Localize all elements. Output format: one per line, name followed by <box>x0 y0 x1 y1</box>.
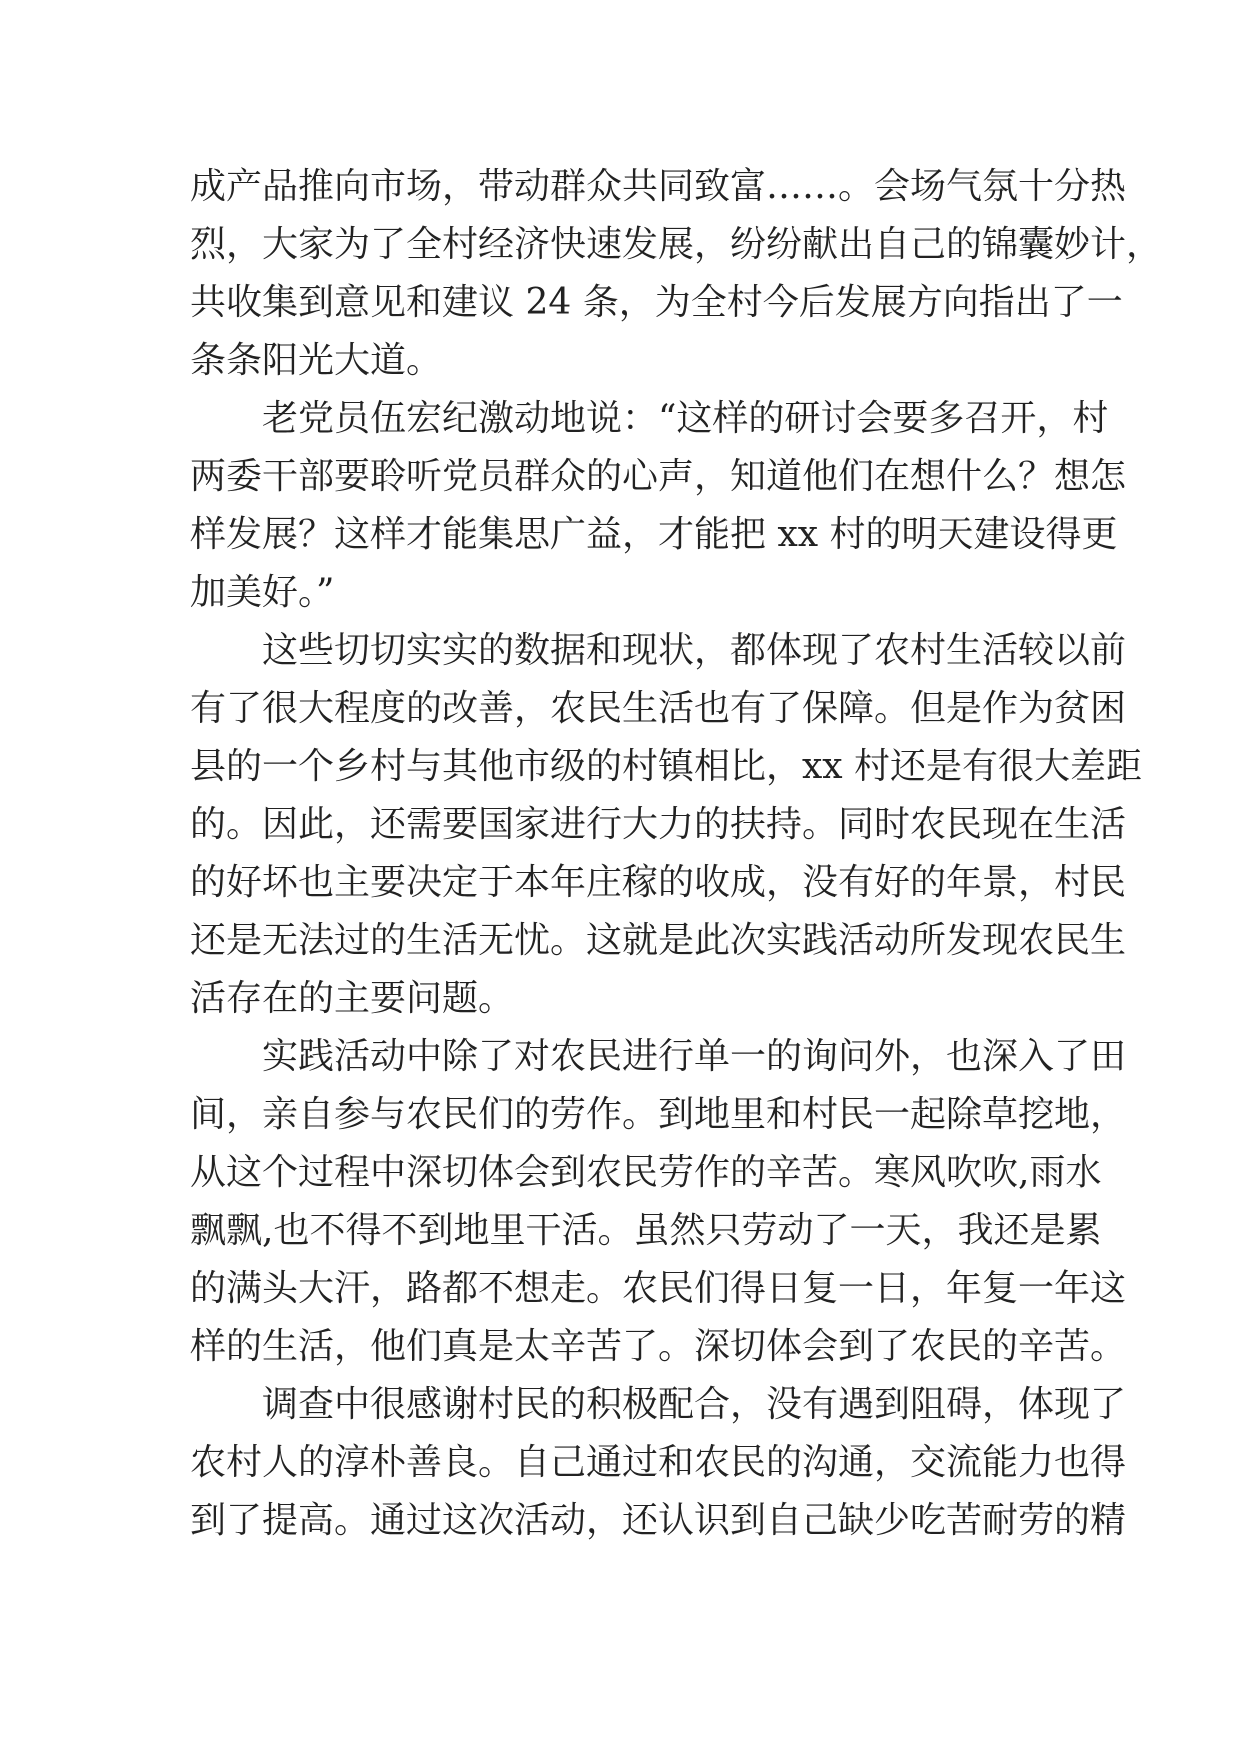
paragraph <box>190 158 1163 390</box>
text-line: 农村人的淳朴善良。自己通过和农民的沟通，交流能力也得 <box>190 1442 1127 1483</box>
text-line: 从这个过程中深切体会到农民劳作的辛苦。寒风吹吹,雨水 <box>190 1152 1102 1193</box>
text-line: 成产品推向市场，带动群众共同致富……。会场气氛十分热 <box>190 166 1127 207</box>
text-line: 还是无法过的生活无忧。这就是此次实践活动所发现农民生 <box>190 920 1127 961</box>
text-line: 样的生活，他们真是太辛苦了。深切体会到了农民的辛苦。 <box>190 1326 1127 1367</box>
text-line: 老党员伍宏纪激动地说：“这样的研讨会要多召开，村 <box>262 398 1109 439</box>
paragraph <box>190 622 1143 1028</box>
text-line: 实践活动中除了对农民进行单一的询问外，也深入了田 <box>262 1036 1127 1077</box>
text-line: 加美好。” <box>190 572 335 613</box>
paragraph <box>190 1028 1127 1376</box>
text-line: 调查中很感谢村民的积极配合，没有遇到阻碍，体现了 <box>262 1384 1127 1425</box>
text-line: 活存在的主要问题。 <box>190 978 515 1019</box>
text-line: 条条阳光大道。 <box>190 340 443 381</box>
text-line: 到了提高。通过这次活动，还认识到自己缺少吃苦耐劳的精 <box>190 1500 1127 1541</box>
text-line: 样发展？这样才能集思广益，才能把 xx 村的明天建设得更 <box>190 514 1118 555</box>
text-line: 这些切切实实的数据和现状，都体现了农村生活较以前 <box>262 630 1127 671</box>
text-line: 烈，大家为了全村经济快速发展，纷纷献出自己的锦囊妙计， <box>190 224 1163 265</box>
text-line: 共收集到意见和建议 24 条，为全村今后发展方向指出了一 <box>190 282 1123 323</box>
text-line: 的。因此，还需要国家进行大力的扶持。同时农民现在生活 <box>190 804 1127 845</box>
text-line: 县的一个乡村与其他市级的村镇相比，xx 村还是有很大差距 <box>190 746 1143 787</box>
text-line: 的满头大汗，路都不想走。农民们得日复一日，年复一年这 <box>190 1268 1127 1309</box>
text-line: 两委干部要聆听党员群众的心声，知道他们在想什么？想怎 <box>190 456 1127 497</box>
text-line: 的好坏也主要决定于本年庄稼的收成，没有好的年景，村民 <box>190 862 1127 903</box>
text-line: 飘飘,也不得不到地里干活。虽然只劳动了一天，我还是累 <box>190 1210 1102 1251</box>
paragraph <box>190 390 1127 622</box>
text-line: 间，亲自参与农民们的劳作。到地里和村民一起除草挖地， <box>190 1094 1127 1135</box>
body-text <box>190 158 1163 1550</box>
paragraph <box>190 1376 1127 1550</box>
text-line: 有了很大程度的改善，农民生活也有了保障。但是作为贫困 <box>190 688 1127 729</box>
